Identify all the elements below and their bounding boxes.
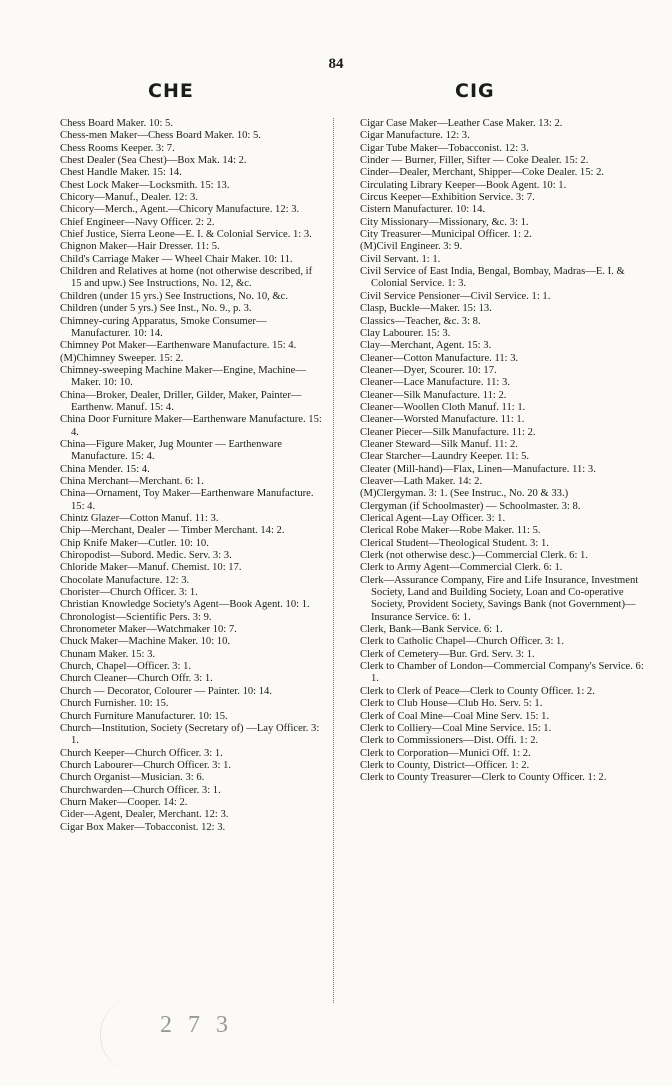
index-entry: Circus Keeper—Exhibition Service. 3: 7. bbox=[360, 192, 535, 204]
index-entry: Cigar Box Maker—Tobacconist. 12: 3. bbox=[60, 821, 226, 833]
index-entry: (M)Civil Engineer. 3: 9. bbox=[360, 241, 463, 253]
index-entry: Cleaner—Lace Manufacture. 11: 3. bbox=[360, 377, 510, 389]
index-entry: Chronometer Maker—Watchmaker 10: 7. bbox=[60, 624, 237, 636]
left-column bbox=[60, 118, 322, 834]
index-entry: Clerk of Coal Mine—Coal Mine Serv. 15: 1. bbox=[360, 710, 550, 722]
index-entry: Chest Lock Maker—Locksmith. 15: 13. bbox=[60, 179, 230, 191]
index-entry: (M)Chimney Sweeper. 15: 2. bbox=[60, 352, 184, 364]
index-entry: Christian Knowledge Society's Agent—Book Agent. 10: 1. bbox=[60, 599, 310, 611]
index-entry: Circulating Library Keeper—Book Agent. 10: 1. bbox=[360, 179, 567, 191]
index-entry: Child's Carriage Maker — Wheel Chair Maker. 10: 11. bbox=[60, 253, 293, 265]
index-entry: City Treasurer—Municipal Officer. 1: 2. bbox=[360, 229, 532, 241]
index-entry: Cleaner—Woollen Cloth Manuf. 11: 1. bbox=[360, 401, 526, 413]
index-entry: Chief Engineer—Navy Officer. 2: 2. bbox=[60, 216, 215, 228]
index-entry: Cleater (Mill-hand)—Flax, Linen—Manufacture. 11: 3. bbox=[360, 463, 596, 475]
index-entry: Clerk (not otherwise desc.)—Commercial Clerk. 6: 1. bbox=[360, 550, 589, 562]
index-entry: Church, Chapel—Officer. 3: 1. bbox=[60, 661, 192, 673]
index-entry: Cleaner Piecer—Silk Manufacture. 11: 2. bbox=[360, 426, 536, 438]
index-entry: City Missionary—Missionary, &c. 3: 1. bbox=[360, 216, 529, 228]
index-entry: Cleaner—Worsted Manufacture. 11: 1. bbox=[360, 414, 525, 426]
index-entry: Cigar Tube Maker—Tobacconist. 12: 3. bbox=[360, 142, 529, 154]
index-entry: Chip—Merchant, Dealer — Timber Merchant. 14: 2. bbox=[60, 525, 285, 537]
index-entry: Chintz Glazer—Cotton Manuf. 11: 3. bbox=[60, 513, 219, 524]
left-column-heading: CHE bbox=[148, 80, 194, 102]
index-entry: China—Broker, Dealer, Driller, Gilder, Maker, Painter—Earthenw. Manuf. 15: 4. bbox=[60, 389, 302, 413]
index-entry: Cleaver—Lath Maker. 14: 2. bbox=[360, 475, 483, 487]
index-entry: China Mender. 15: 4. bbox=[60, 463, 150, 475]
index-entry: Clerk to Clerk of Peace—Clerk to County Officer. 1: 2. bbox=[360, 685, 595, 697]
index-entry: China—Figure Maker, Jug Mounter — Earthenware Manufacture. 15: 4. bbox=[60, 438, 282, 463]
index-entry: Cinder — Burner, Filler, Sifter — Coke Dealer. 15: 2. bbox=[360, 155, 589, 167]
index-entry: Clerk to Commissioners—Dist. Offi. 1: 2. bbox=[360, 735, 539, 747]
index-entry: Clergyman (if Schoolmaster) — Schoolmaster. 3: 8. bbox=[360, 500, 581, 512]
index-entry: Chorister—Church Officer. 3: 1. bbox=[60, 587, 198, 599]
index-entry: China Door Furniture Maker—Earthenware Manufacture. 15: 4. bbox=[60, 414, 322, 438]
index-entry: Clerk to Club House—Club Ho. Serv. 5: 1. bbox=[360, 698, 543, 710]
index-entry: Chimney-curing Apparatus, Smoke Consumer—Manufacturer. 10: 14. bbox=[60, 315, 267, 339]
index-entry: Cigar Case Maker—Leather Case Maker. 13: 2. bbox=[360, 118, 563, 129]
index-entry: Clerical Agent—Lay Officer. 3: 1. bbox=[360, 513, 506, 524]
index-entry: Children (under 15 yrs.) See Instructions, No. 10, &c. bbox=[60, 290, 289, 302]
index-entry: Cleaner Steward—Silk Manuf. 11: 2. bbox=[360, 438, 518, 450]
index-entry: Clerk to Army Agent—Commercial Clerk. 6: 1. bbox=[360, 562, 563, 574]
index-entry: Cistern Manufacturer. 10: 14. bbox=[360, 204, 486, 216]
index-entry: Clear Starcher—Laundry Keeper. 11: 5. bbox=[360, 451, 530, 463]
index-entry: (M)Clergyman. 3: 1. (See Instruc., No. 20 & 33.) bbox=[360, 488, 569, 500]
index-entry: Cinder—Dealer, Merchant, Shipper—Coke Dealer. 15: 2. bbox=[360, 167, 605, 179]
index-entry: Church — Decorator, Colourer — Painter. 10: 14. bbox=[60, 685, 272, 697]
index-entry: Cleaner—Dyer, Scourer. 10: 17. bbox=[360, 364, 497, 376]
index-entry: Clerk of Cemetery—Bur. Grd. Serv. 3: 1. bbox=[360, 648, 535, 660]
index-entry: Clerk to County, District—Officer. 1: 2. bbox=[360, 759, 530, 771]
page-number: 84 bbox=[328, 56, 344, 72]
footer-folio-mark: 2 7 3 bbox=[160, 1012, 233, 1038]
index-entry: Chignon Maker—Hair Dresser. 11: 5. bbox=[60, 241, 220, 253]
index-entry: Chloride Maker—Manuf. Chemist. 10: 17. bbox=[60, 562, 242, 574]
index-entry: Chunam Maker. 15: 3. bbox=[60, 648, 156, 660]
index-entry: Church Organist—Musician. 3: 6. bbox=[60, 772, 205, 784]
index-entry: Chess Board Maker. 10: 5. bbox=[60, 118, 173, 129]
index-entry: China Merchant—Merchant. 6: 1. bbox=[60, 475, 204, 487]
index-entry: Chimney Pot Maker—Earthenware Manufacture. 15: 4. bbox=[60, 340, 297, 352]
index-entry: Chicory—Manuf., Dealer. 12: 3. bbox=[60, 192, 198, 204]
index-entry: Cleaner—Silk Manufacture. 11: 2. bbox=[360, 389, 507, 401]
index-entry: Chiropodist—Subord. Medic. Serv. 3: 3. bbox=[60, 550, 232, 562]
index-entry: Chronologist—Scientific Pers. 3: 9. bbox=[60, 611, 212, 623]
index-entry: Clerk, Bank—Bank Service. 6: 1. bbox=[360, 624, 503, 636]
index-entry: Chicory—Merch., Agent.—Chicory Manufacture. 12: 3. bbox=[60, 204, 300, 216]
index-entry: Children and Relatives at home (not otherwise described, if 15 and upw.) See Instructions, No. 12, &c. bbox=[60, 266, 313, 290]
index-entry: China—Ornament, Toy Maker—Earthenware Manufacture. 15: 4. bbox=[60, 488, 314, 512]
index-entry: Clay—Merchant, Agent. 15: 3. bbox=[360, 340, 492, 352]
index-entry: Clay Labourer. 15: 3. bbox=[360, 327, 451, 339]
index-entry: Clerical Robe Maker—Robe Maker. 11: 5. bbox=[360, 525, 541, 537]
column-divider bbox=[333, 118, 334, 1003]
index-entry: Chess-men Maker—Chess Board Maker. 10: 5. bbox=[60, 130, 261, 142]
index-entry: Church Furniture Manufacturer. 10: 15. bbox=[60, 710, 228, 722]
index-entry: Churn Maker—Cooper. 14: 2. bbox=[60, 796, 188, 808]
index-entry: Clerk to Colliery—Coal Mine Service. 15: 1. bbox=[360, 722, 552, 734]
index-entry: Chocolate Manufacture. 12: 3. bbox=[60, 574, 190, 586]
right-column-heading: CIG bbox=[455, 80, 495, 102]
index-entry: Chip Knife Maker—Cutler. 10: 10. bbox=[60, 537, 209, 549]
index-entry: Chuck Maker—Machine Maker. 10: 10. bbox=[60, 636, 231, 648]
index-entry: Chimney-sweeping Machine Maker—Engine, Machine—Maker. 10: 10. bbox=[60, 364, 306, 389]
index-entry: Clerk to Chamber of London—Commercial Company's Service. 6: 1. bbox=[360, 661, 644, 685]
index-entry: Civil Servant. 1: 1. bbox=[360, 253, 441, 265]
index-entry: Clerk to Corporation—Munici Off. 1: 2. bbox=[360, 747, 531, 759]
index-entry: Cigar Manufacture. 12: 3. bbox=[360, 130, 470, 142]
index-entry: Children (under 5 yrs.) See Inst., No. 9., p. 3. bbox=[60, 303, 252, 315]
index-entry: Churchwarden—Church Officer. 3: 1. bbox=[60, 784, 221, 796]
index-entry: Chest Handle Maker. 15: 14. bbox=[60, 167, 182, 179]
index-entry: Chess Rooms Keeper. 3: 7. bbox=[60, 142, 175, 154]
index-entry: Clerical Student—Theological Student. 3: 1. bbox=[360, 537, 549, 549]
index-entry: Classics—Teacher, &c. 3: 8. bbox=[360, 315, 481, 327]
faded-stamp bbox=[100, 1000, 161, 1070]
index-entry: Cider—Agent, Dealer, Merchant. 12: 3. bbox=[60, 809, 229, 821]
index-entry: Church Furnisher. 10: 15. bbox=[60, 698, 169, 710]
right-column bbox=[360, 118, 652, 785]
index-entry: Chief Justice, Sierra Leone—E. I. & Colonial Service. 1: 3. bbox=[60, 229, 312, 241]
index-entry: Clerk to County Treasurer—Clerk to County Officer. 1: 2. bbox=[360, 772, 607, 784]
index-entry: Civil Service Pensioner—Civil Service. 1: 1. bbox=[360, 290, 551, 302]
index-entry: Chest Dealer (Sea Chest)—Box Mak. 14: 2. bbox=[60, 155, 247, 167]
index-entry: Church—Institution, Society (Secretary of) —Lay Officer. 3: 1. bbox=[60, 722, 320, 747]
index-entry: Clasp, Buckle—Maker. 15: 13. bbox=[360, 303, 492, 315]
index-entry: Clerk to Catholic Chapel—Church Officer. 3: 1. bbox=[360, 636, 564, 648]
index-entry: Cleaner—Cotton Manufacture. 11: 3. bbox=[360, 352, 519, 364]
index-entry: Clerk—Assurance Company, Fire and Life Insurance, Investment Society, Land and Building Society, Loan and Co-operative Society, Provident Society, Savings Bank (not Government)—Insurance Service. 6: 1. bbox=[360, 574, 639, 623]
index-entry: Church Keeper—Church Officer. 3: 1. bbox=[60, 747, 223, 759]
index-entry: Church Cleaner—Church Offr. 3: 1. bbox=[60, 673, 213, 685]
index-entry: Civil Service of East India, Bengal, Bombay, Madras—E. I. & Colonial Service. 1: 3. bbox=[360, 266, 625, 290]
index-entry: Church Labourer—Church Officer. 3: 1. bbox=[60, 759, 232, 771]
